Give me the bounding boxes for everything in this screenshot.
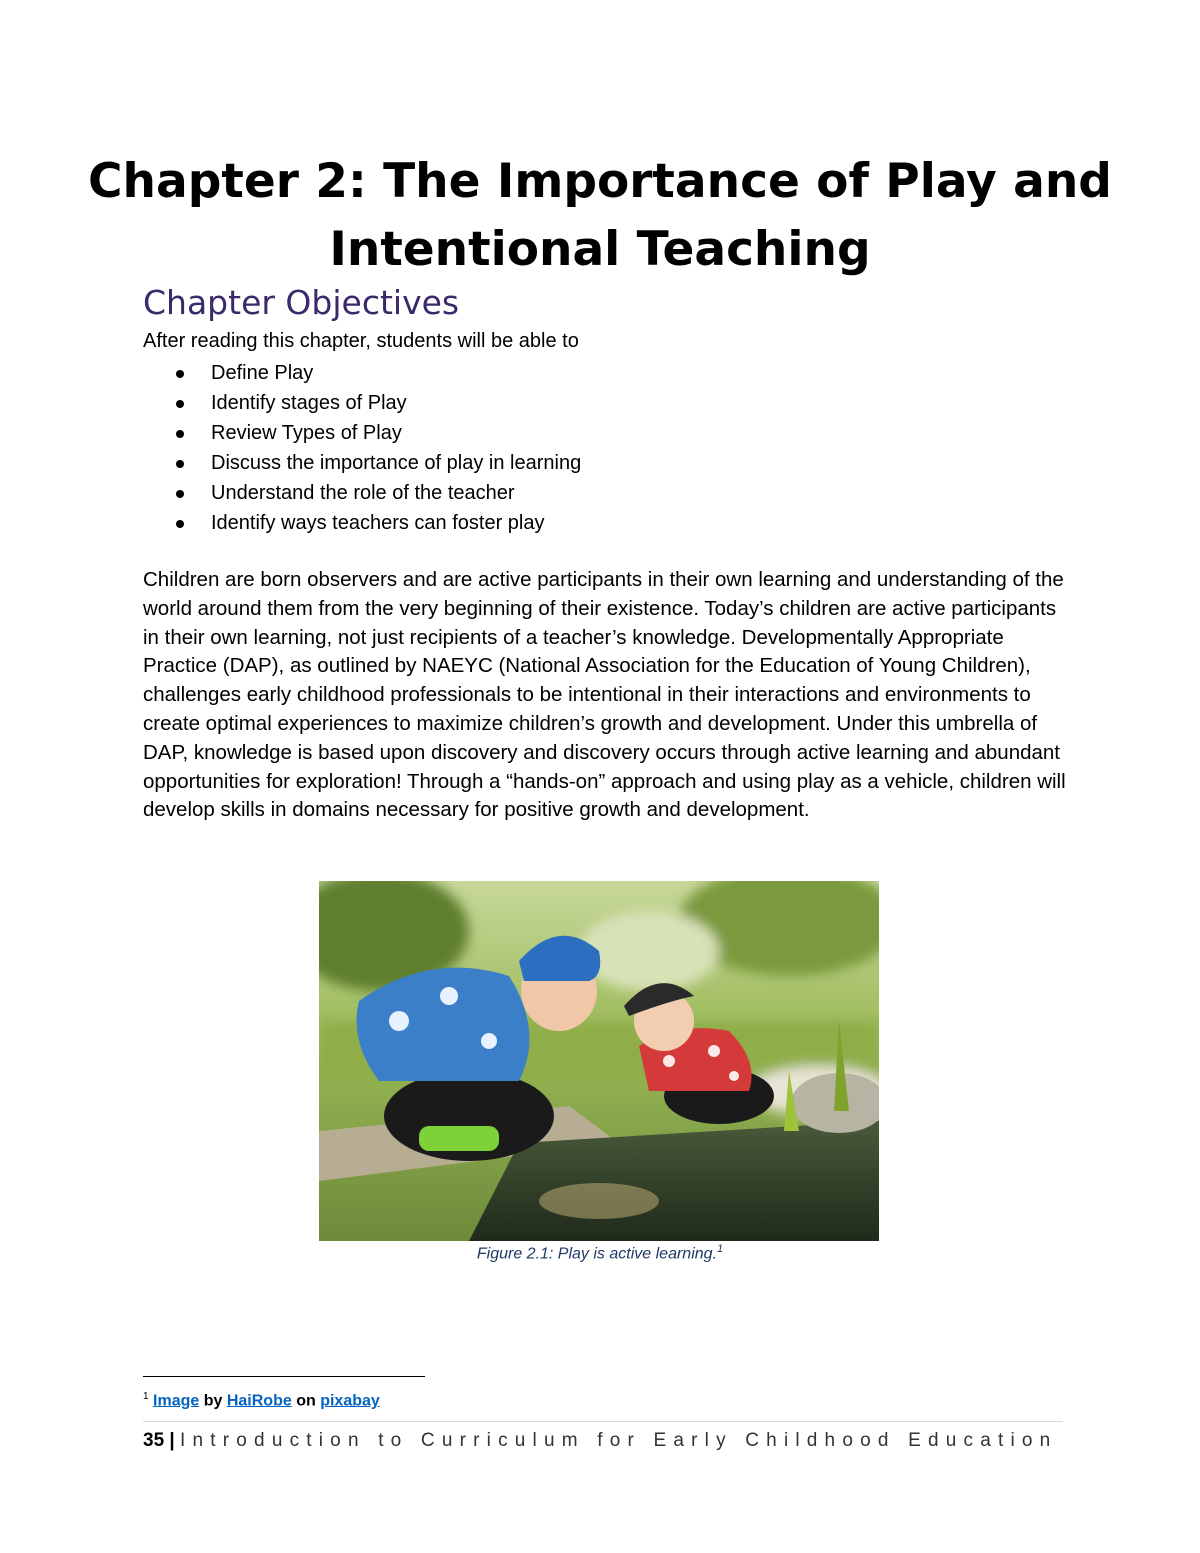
body-paragraph: Children are born observers and are active participants in their own learning and understanding of the world around them from the very beginning of their existence. Today’s children are active participants in their own learning, not just recipients of a teacher’s knowledge. Developmentally Appropriate Practice (DAP), as outlined by NAEYC (National Association for the Education of Young Children), challenges early childhood professionals to be intentional in their interactions and environments to create optimal experiences to maximize children’s growth and development. Under this umbrella of DAP, knowledge is based upon discovery and discovery occurs through active learning and abundant opportunities for exploration! Through a “hands-on” approach and using play as a vehicle, children will develop skills in domains necessary for positive growth and development.	[143, 568, 1066, 822]
figure-photo	[319, 881, 879, 1241]
objectives-list	[143, 358, 581, 538]
figure-caption	[0, 1243, 1200, 1263]
chapter-title-line-2: Intentional Teaching	[329, 222, 871, 277]
objective-item: Identify ways teachers can foster play	[143, 508, 581, 538]
chapter-title	[0, 148, 1200, 284]
pixabay-link[interactable]: pixabay	[320, 1392, 380, 1410]
footnote-by-text: by	[203, 1392, 223, 1410]
objective-item: Understand the role of the teacher	[143, 478, 581, 508]
image-link[interactable]: Image	[153, 1392, 200, 1410]
footnote-on-text: on	[296, 1392, 316, 1410]
page-footer	[143, 1430, 1057, 1452]
figure-caption-text: Figure 2.1: Play is active learning.	[476, 1245, 717, 1263]
author-link[interactable]: HaiRobe	[226, 1392, 292, 1410]
book-title: Introduction to Curriculum for Early Childhood Education	[180, 1430, 1058, 1451]
chapter-title-line-1: Chapter 2: The Importance of Play and	[88, 154, 1112, 209]
objective-item: Define Play	[143, 358, 581, 388]
objective-item: Discuss the importance of play in learning	[143, 448, 581, 478]
page-number: 35	[143, 1430, 165, 1451]
footnote-number: 1	[143, 1391, 149, 1402]
objectives-heading: Chapter Objectives	[143, 283, 460, 322]
children-playing-photo	[319, 881, 879, 1241]
objective-item: Identify stages of Play	[143, 388, 581, 418]
footer-separator	[143, 1421, 1063, 1422]
objectives-intro: After reading this chapter, students will be able to	[143, 330, 579, 352]
objective-item: Review Types of Play	[143, 418, 581, 448]
footnote	[143, 1391, 380, 1410]
figure-footnote-ref: 1	[717, 1243, 724, 1255]
footer-separator-bar: |	[169, 1430, 175, 1451]
footnote-separator	[143, 1376, 425, 1377]
